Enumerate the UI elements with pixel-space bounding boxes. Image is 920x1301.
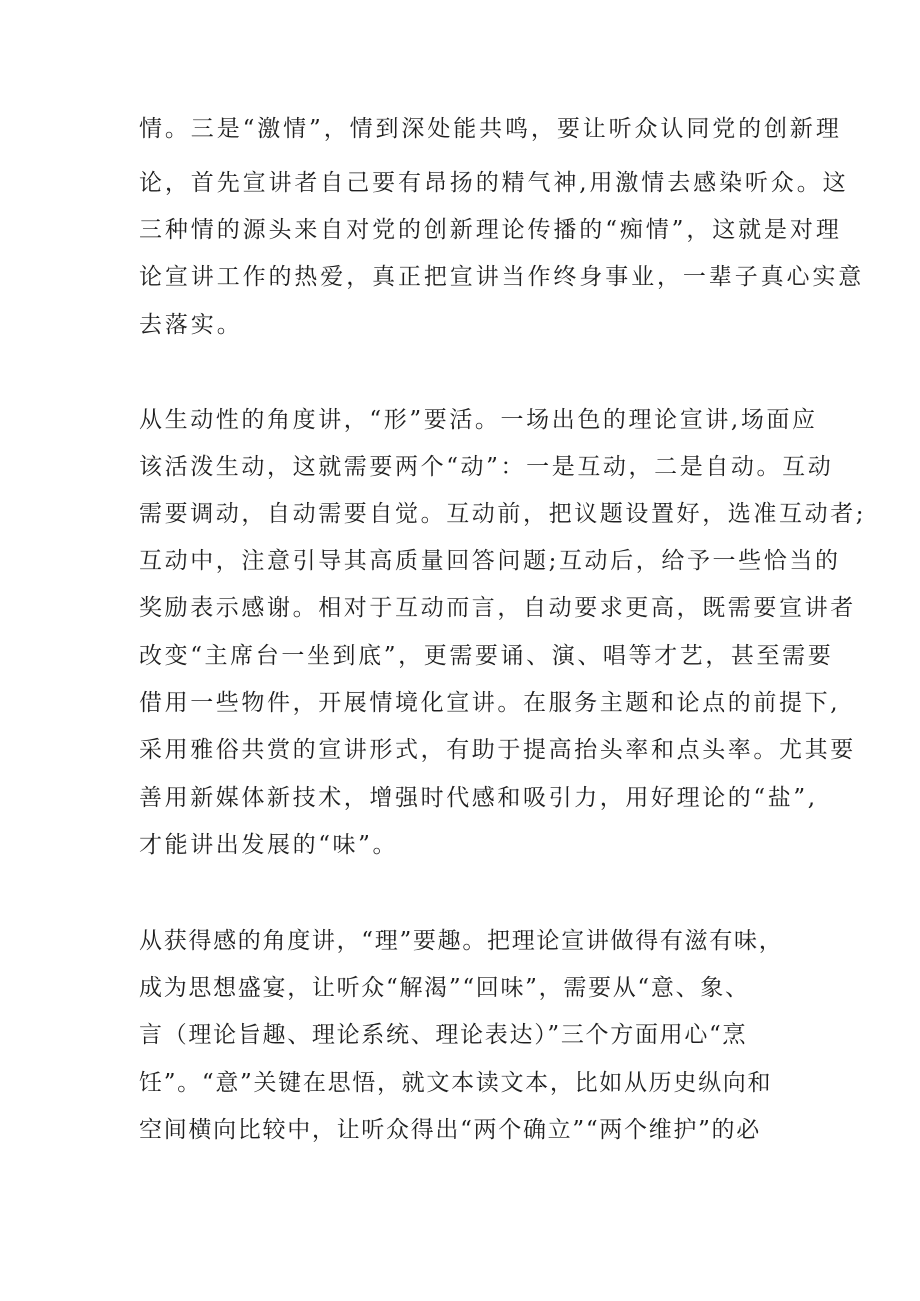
text-line: 改变“主席台一坐到底”，更需要诵、演、唱等才艺，甚至需要 bbox=[139, 643, 834, 669]
text-line: 才能讲出发展的“味”。 bbox=[139, 832, 399, 858]
text-line: 从获得感的角度讲，“理”要趣。把理论宣讲做得有滋有味， bbox=[139, 928, 784, 954]
text-line: 善用新媒体新技术，增强时代感和吸引力，用好理论的“盐”, bbox=[139, 785, 818, 811]
text-line: 采用雅俗共赏的宣讲形式，有助于提高抬头率和点头率。尤其要 bbox=[139, 737, 856, 763]
text-line: 奖励表示感谢。相对于互动而言，自动要求更高，既需要宣讲者 bbox=[139, 595, 856, 621]
text-line: 从生动性的角度讲，“形”要活。一场出色的理论宣讲,场面应 bbox=[139, 407, 818, 433]
text-line: 互动中，注意引导其高质量回答问题;互动后，给予一些恰当的 bbox=[139, 548, 841, 574]
text-line: 论宣讲工作的热爱，真正把宣讲当作终身事业，一辈子真心实意 bbox=[139, 264, 865, 290]
text-line: 饪”。“意”关键在思悟，就文本读文本，比如从历史纵向和 bbox=[139, 1070, 773, 1096]
text-line: 三种情的源头来自对党的创新理论传播的“痴情”，这就是对理 bbox=[139, 217, 842, 243]
text-line: 需要调动，自动需要自觉。互动前，把议题设置好，选准互动者; bbox=[139, 501, 867, 527]
text-line: 情。三是“激情”，情到深处能共鸣，要让听众认同党的创新理 bbox=[139, 116, 842, 142]
text-line: 空间横向比较中，让听众得出“两个确立”“两个维护”的必 bbox=[139, 1117, 761, 1143]
text-line: 去落实。 bbox=[139, 312, 243, 338]
text-line: 成为思想盛宴，让听众“解渴”“回味”，需要从“意、象、 bbox=[139, 975, 750, 1001]
text-line: 该活泼生动，这就需要两个“动”：一是互动，二是自动。互动 bbox=[139, 454, 834, 480]
text-line: 借用一些物件，开展情境化宣讲。在服务主题和论点的前提下, bbox=[139, 690, 841, 716]
text-line: 论，首先宣讲者自己要有昂扬的精气神,用激情去感染听众。这 bbox=[139, 170, 849, 196]
text-line: 言（理论旨趣、理论系统、理论表达）”三个方面用心“烹 bbox=[139, 1022, 748, 1048]
